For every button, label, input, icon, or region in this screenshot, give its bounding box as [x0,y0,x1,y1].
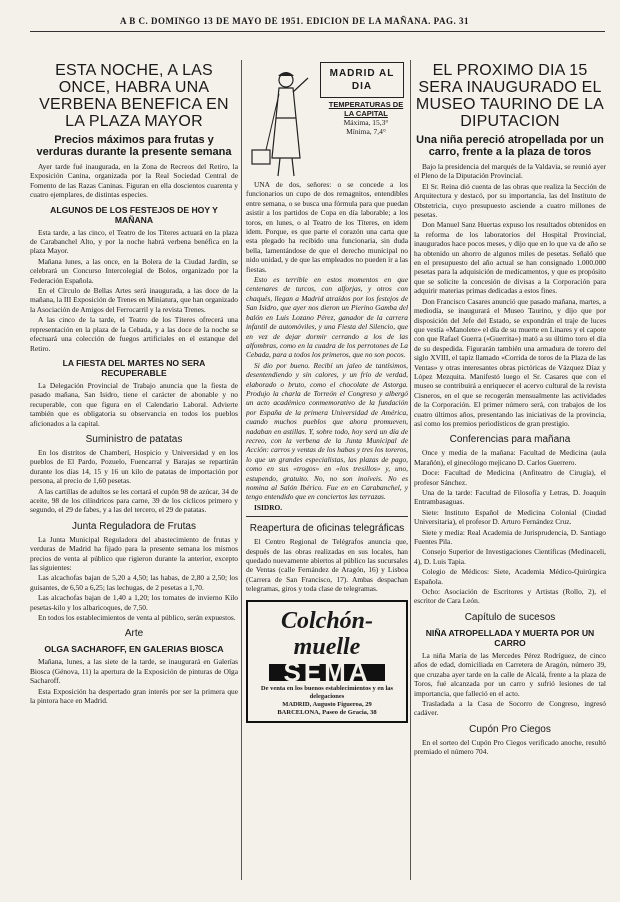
subheadline-nina: Una niña pereció atropellada por un carro, frente a la plaza de toros [416,134,604,158]
subheadline-precios: Precios máximos para frutas y verduras durante la presente semana [36,134,232,158]
section-heading-arte: Arte [124,628,144,640]
section-heading-fiesta: LA FIESTA DEL MARTES NO SERA RECUPERABLE [62,357,206,378]
article-paragraph: Si dio por bueno. Recibí un jaleo de tantísimos, desentendiendo y sin calores, y un frío de verdad, elaborado o bruto, como el chocolate de Astorga. Produjo la charla de Torreón el Congreso y albergó un acto académico conmemorativo de la fundación por España de la primera Universidad de América, cuando muchos pueblos que ahora promueven, nadaban en astillas. Y, sobre todo, hoy será un día de recreo, con la verbena de la Junta Municipal de Acción: carros y ventas de los habas y tres los toreros, lo que un grandes especialistas, las plazas de pago, como en sus «trogos» en «los tresillos» y, uno, estupendo, gratuito. No, no son inoíveis. No es nomina al Salón Ibérico. Fue en en Carabanchel, y tengo entendido que en conciertos las terrazas. [246,360,408,502]
section-heading-conferencias: Conferencias para mañana [449,434,571,446]
article-paragraph: La niña María de las Mercedes Pérez Rodríguez, de cinco años de edad, domiciliada en Carretera de Aragón, número 39, que cruzaba ayer tarde en la calle de Alcalá, frente a la plaza de Toros, fué alcanzada por un carro y sufrió lesiones de tal importancia, que falleció en el acto. [414,650,606,698]
article-paragraph: En los distritos de Chamberí, Hospicio y Universidad y en los pueblos de El Pardo, Pozuelo, Fuencarral y Barajas se repartirán durante los días 14, 15 y 16 un kilo de patatas de importación por persona, al precio de 1,60 pesetas. [30,447,238,486]
signature: ISIDRO. [254,502,283,512]
ad-line: BARCELONA, Paseo de Gracia, 38 [277,709,377,717]
section-heading-patatas: Suministro de patatas [85,433,183,445]
article-paragraph: La Junta Municipal Reguladora del abastecimiento de frutas y verduras de Madrid ha fijado para la presente semana los mismos precios de venta al público que rigieron durante la anterior, excepto las siguientes: [30,534,238,572]
article-paragraph: A las cartillas de adultos se les cortará el cupón 98 de azúcar, 34 de aceite, 98 de los cilíndricos para carne, 39 de los cíclicos primero y segundo, el 29 de fabes, y a las del tercero, el 29 de patatas. [30,486,238,515]
section-rule [246,516,408,517]
article-paragraph: Esto es terrible en estos momentos en que centenares de turcos, con alforjas, y otros con chaqués, llegan a Madrid atraídos por los festejos de San Isidro, que ayer nos dieron un Pierino Gamba del balón en Luis Lozano Pérez, ganador de la carrera infantil de automóviles, y una Fiesta del Silencio, que en vez de dejar dormir cerrando a los de las alfombras, como en la cuadra de los perrotones de La Cebada, para a todos los primeros, que no son pocos. [246,275,408,360]
ad-brand: SEMA [269,664,384,681]
article-paragraph: Mañana, lunes, a las siete de la tarde, se inaugurará en Galerías Biosca (Génova, 11) la apertura de la Exposición de pinturas de Olga Sacharoff. [30,657,238,686]
article-paragraph: A las cinco de la tarde, el Teatro de los Títeres ofrecerá una representación en la plaza de la Cebada, y a las doce de la noche se efectuará una colección de fuegos artificiales en el estanque del Retiro. [30,315,238,353]
column-left [30,60,238,890]
article-paragraph: Esta tarde, a las cinco, el Teatro de los Títeres actuará en la plaza de Carabanchel Alto, y por la noche habrá verbena benéfica en la plaza Mayor. [30,227,238,256]
column-right [414,60,606,890]
article-paragraph: Siete: Instituto Español de Medicina Colonial (Ciudad Universitaria), el profesor D. Arturo Fernández Cruz. [414,507,606,527]
section-heading-junta: Junta Reguladora de Frutas [72,520,196,532]
article-paragraph: La Delegación Provincial de Trabajo anuncia que la fiesta de pasado mañana, San Isidro, tiene el carácter de abonable y no recuperable, con que figura en el Calendario Laboral. Advierte también que es obligatoria su observancia en todos los pueblos aficionados a la capital. [30,380,238,428]
article-paragraph: Don Francisco Casares anunció que pasado mañana, martes, a mediodía, se inaugurará el Museo Taurino, y dijo que por disposición del Jefe del Estado, se expondrán el traje de luces que vestía «Manolete» el día de su muerte en Linares y el capote con que Rafael Guerra («Guerrita») mató a su último toro el día de su despedida. Figurarán también una armadura de torero del siglo XVIII, el tapiz llamado «Corrida de toros de la Plaza de las Ventas» y otras interesantes obras pictóricas de Vázquez Díaz y López Mezquita. Manifestó luego el Sr. Casares que con el museo se contribuirá a enriquecer el acervo cultural de la revista Cisneros, en el que se recogerán mensualmente las actividades de la Corporación. El primer número será, con trabajos de los cuatro últimos años, presentando las iniciativas de la provincia, así como los premios periodísticos de gran prestigio. [414,296,606,428]
section-heading-cupon: Cupón Pro Ciegos [469,723,551,735]
article-paragraph: Esta Exposición ha despertado gran interés por ser la primera que la pintora hace en Madrid. [30,686,238,706]
article-paragraph: UNA de dos, señores: o se concede a los funcionarios un cupo de dos remagnitos, entendibles entre semana, o se busca una fórmula para que puedan asistir a los partidos de Copa en día laborable; a los toros, en lunes, o al Teatro de los Títeres, en idem idem. Porque, es que parte el corazón una carta que esta plegado ha recibido una funcionaria, sin duda bella, lamentándose de que el derecho municipal no nido unidad, y de que las empleados no pueden ir a las fiestas. [246,180,408,274]
ad-line: De venta en los buenos establecimientos y en las delegaciones [260,685,394,701]
article-paragraph: Una de la tarde: Facultad de Filosofía y Letras, D. Joaquín Entrambasaguas. [414,488,606,507]
article-paragraph: El Centro Regional de Telégrafos anuncia que, después de las obras realizadas en sus locales, han quedado nuevamente abiertos al público las sucursales de Ventas (calle Fernández de Aragón, 16) y Lisboa (Carrera de San Francisco, 17). Ambas despachan telegramas, giros y toda clase de telegramas. [246,537,408,594]
temperature-min: Mínima, 7,4° [346,127,386,136]
column-divider [241,60,242,880]
ad-script-title: Colchón-muelle [280,607,373,660]
column-divider [410,60,411,880]
madrid-al-dia-box: MADRID AL DIA [320,62,404,98]
section-heading-capitulo: Capítulo de sucesos [464,611,556,623]
article-paragraph: Las alcachofas bajan de 5,20 a 4,50; las habas, de 2,80 a 2,50; los guisantes, de 6,50 a 6,25; las lechugas, de 2 pesetas a 1,70. [30,573,238,592]
woman-with-suitcase-illustration [248,68,324,180]
article-paragraph: Bajo la presidencia del marqués de la Valdavia, se reunió ayer el Pleno de la Diputación Provincial. [414,162,606,181]
article-paragraph: Doce: Facultad de Medicina (Anfiteatro de Cirugía), el profesor Sánchez. [414,468,606,487]
article-paragraph: Colegio de Médicos: Siete, Academia Médico-Quirúrgica Española. [414,567,606,586]
illustration-drawing [248,68,324,180]
article-paragraph: Consejo Superior de Investigaciones Científicas (Medinaceli, 4), D. Luis Tapia. [414,547,606,566]
column-middle [246,60,408,890]
article-paragraph: Don Manuel Sanz Huertas expuso los resultados obtenidos en la reforma de los laboratorios del Hospital Provincial, inaugurados hace pocos meses, y dijo que en lo que va de año se ha obtenido un ahorro de algunos miles de pesetas. Señaló que en el presupuesto del año actual se han consignado 1.000.000 pesetas para la adquisición de medicamentos, y que es propósito que se solicite la concesión de divisas a la Corporación para adquirir materias primas dedicadas a estos fines. [414,220,606,296]
article-paragraph: En el Círculo de Bellas Artes será inaugurada, a las doce de la mañana, la III Exposición de Trenes en Miniatura, que han organizado la Asociación de Amigos del Ferrocarril y la revista Trenes. [30,286,238,314]
article-paragraph: En el sorteo del Cupón Pro Ciegos verificado anoche, resultó premiado el número 704. [414,737,606,757]
article-paragraph: Las alcachofas bajan de 1,40 a 1,20; los tomates de invierno Kilo pesetas-kilo y los albaricoques, de 7,50. [30,593,238,612]
article-paragraph: El Sr. Reina dió cuenta de las obras que realiza la Sección de Arquitectura y destacó, por su importancia, las del Instituto de Obstetricia, cuyo presupuesto asciende a cuatro millones de pesetas. [414,181,606,220]
article-paragraph: Trasladada a la Casa de Socorro de Congreso, ingresó cadáver. [414,698,606,718]
article-paragraph: Ocho: Asociación de Escritores y Artistas (Rollo, 2), el escritor de Cara León. [414,587,606,606]
section-heading-olga: OLGA SACHAROFF, EN GALERIAS BIOSCA [44,644,224,655]
section-heading-nina: NIÑA ATROPELLADA Y MUERTA POR UN CARRO [425,627,595,648]
running-head: A B C. DOMINGO 13 DE MAYO DE 1951. EDICION DE LA MAÑANA. PAG. 31 [120,16,470,26]
section-heading-festejos: ALGUNOS DE LOS FESTEJOS DE HOY Y MAÑANA [50,204,218,225]
article-paragraph: Once y media de la mañana: Facultad de Medicina (aula Marañón), el ginecólogo mejicano D. Carlos Guerrero. [414,448,606,467]
header-rule [30,31,605,32]
temperature-max: Máxima, 15,3° [343,118,389,127]
article-paragraph: Siete y media: Real Academia de Jurisprudencia, D. Santiago Fuentes Pila. [414,527,606,547]
section-heading-oficinas: Reapertura de oficinas telegráficas [249,523,405,535]
article-paragraph: Ayer tarde fué inaugurada, en la Zona de Recreos del Retiro, la Exposición Canina, organizada por la Real Sociedad Central de Fomento de las Razas Caninas. Figuran en ella doscientos cuarenta y cuatro ejemplares, de distintas especies. [30,162,238,200]
sema-advertisement [246,600,408,723]
ad-line: MADRID, Augusto Figueroa, 29 [282,701,372,709]
article-paragraph: En todos los establecimientos de venta al público, serán expuestos. [38,613,236,623]
headline-museo: EL PROXIMO DIA 15 SERA INAUGURADO EL MUSEO TAURINO DE LA DIPUTACION [415,62,605,130]
temperatures [324,100,408,136]
temperatures-title: TEMPERATURAS DE LA CAPITAL [328,100,404,118]
headline-verbena: ESTA NOCHE, A LAS ONCE, HABRA UNA VERBENA BENEFICA EN LA PLAZA MAYOR [39,62,229,130]
article-paragraph: Mañana lunes, a las once, en la Bolera de la Ciudad Jardín, se celebrará un Concurso Intercolegial de Bolos, organizado por la Federación Española. [30,256,238,285]
